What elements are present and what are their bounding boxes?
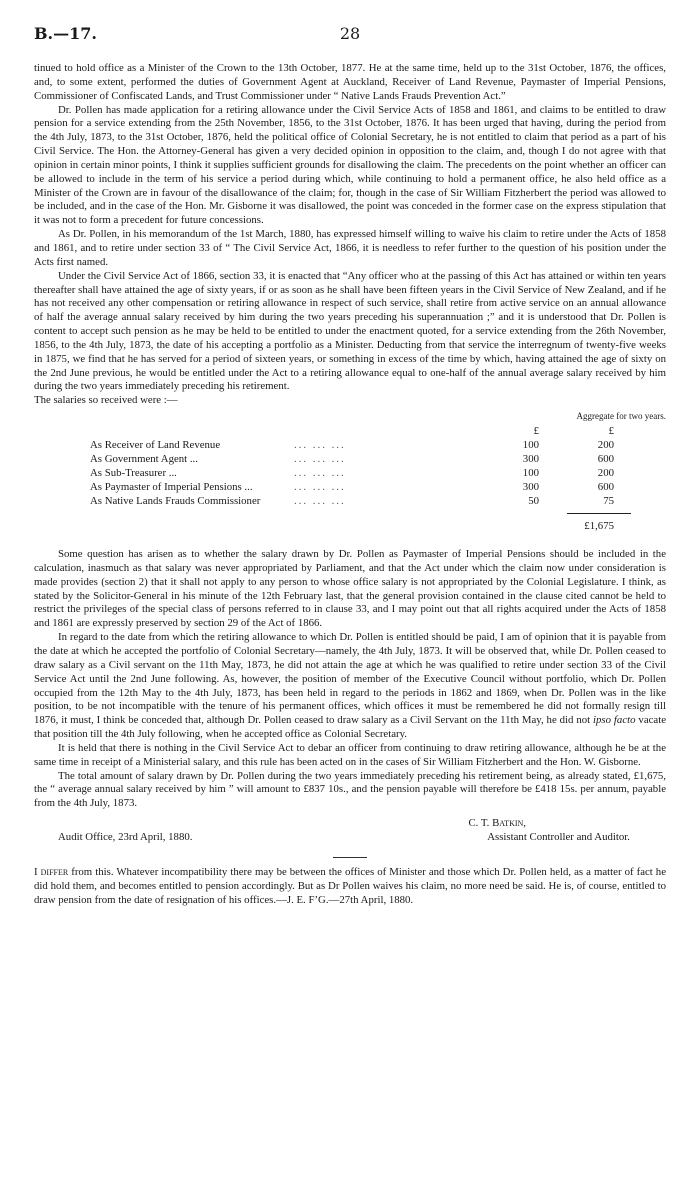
salaries-total: £1,675	[584, 520, 614, 533]
row-annual: 50	[528, 495, 539, 508]
row-annual: 300	[522, 453, 539, 466]
aggregate-currency-header: £	[608, 425, 614, 438]
table-row	[34, 495, 666, 509]
row-label: As Sub-Treasurer ...	[90, 467, 177, 480]
dissent-text: from this. Whatever incompatibility there may be between the offices of Minister and those which Dr. Pollen held, as a matter of fact he did hold them, and becomes entitled to pension accordingly. But as Dr Pollen waives his claim, no more need be said. He is, of course, entitled to draw pension from the date of resignation of his offices.—J. E. F’G.—27th April, 1880.	[34, 866, 666, 906]
paper-reference: B.—17.	[34, 24, 97, 43]
row-annual: 300	[522, 481, 539, 494]
paragraph-application: Dr. Pollen has made application for a retiring allowance under the Civil Service Acts of 1858 and 1861, and claims to be entitled to draw pension for a service extending from the 25th November, 1856, to the 31st October, 1876. It has been urged that having, during the period from the 4th July, 1873, to the 31st October, 1876, held the political office of Colonial Secretary, he is not entitled to claim that period as a part of his Civil Service. The Hon. the Attorney-General has given a very decided opinion in opposition to the claim, and, though I do not agree with that opinion in certain minor points, I think it supplies sufficient grounds for disallowing the claim. The precedents on the point whether an officer can be allowed to include in the term of his service a period during which, while continuing to hold a permanent office, he also held office as a Minister of the Crown are in favour of the disallowance of the claim; for, though in the case of Sir William Fitzherbert the period was allowed to be included, and in the case of the Hon. Mr. Gisborne it was disallowed, the point was conceded in the former case on the express stipulation that it was not to form a precedent for future concessions.	[34, 103, 666, 227]
row-aggregate: 200	[597, 439, 614, 452]
table-row	[34, 453, 666, 467]
salaries-intro: The salaries so received were :—	[34, 394, 178, 407]
row-aggregate: 200	[597, 467, 614, 480]
page-number: 28	[339, 24, 361, 43]
row-annual: 100	[522, 439, 539, 452]
paragraph-text: vacate that position till the 4th July following, when he accepted office as Colonial Secretary.	[34, 714, 666, 741]
row-aggregate: 600	[597, 481, 614, 494]
row-leader-dots: ... ... ...	[294, 481, 346, 494]
row-leader-dots: ... ... ...	[294, 495, 346, 508]
row-aggregate: 600	[597, 453, 614, 466]
row-label: As Receiver of Land Revenue	[90, 439, 221, 452]
row-aggregate: 75	[603, 495, 614, 508]
paragraph-memorandum: As Dr. Pollen, in his memorandum of the 1st March, 1880, has expressed himself willing to waive his claim to retire under the Acts of 1858 and 1861, and to retire under section 33 of “ The Civil Service Act, 1866, it is needless to refer further to the question of his position under the Acts first named.	[34, 228, 666, 268]
signatory-title: Assistant Controller and Auditor.	[487, 831, 630, 844]
row-leader-dots: ... ... ...	[294, 453, 346, 466]
dissent-lead: I differ	[34, 866, 69, 879]
paragraph-text: In regard to the date from which the retiring allowance to which Dr. Pollen is entitled should be paid, I am of opinion that it is payable from the date at which he accepted the portfolio of Colonial Secretary—namely, the 4th July, 1873. It will be observed that, while Dr. Pollen ceased to draw salary as a Civil servant on the 11th May, 1873, he did not attain the age at which he was qualified to retire under section 33 of the Civil Service Act until the 2nd June following. As, however, the position of member of the Executive Council without portfolio, which Dr. Pollen occupied from the 12th May to the 4th July, 1873, has been held in regard to the periods in 1862 and 1869, when Dr. Pollen was in the like position, to be not incompatible with the tenure of his permanent offices, which offices it must be remembered he did not formally resign till 1876, it must, I think be conceded that, although Dr. Pollen ceased to draw salary as a Civil Servant on the 11th May, he did not	[34, 631, 666, 727]
paragraph-continued: tinued to hold office as a Minister of the Crown to the 13th October, 1877. He at the same time, held up to the 31st October, 1876, the offices, and, to some extent, performed the duties of Government Agent at Auckland, Receiver of Land Revenue, Paymaster of Imperial Pensions, Commissioner of Confiscated Lands, and Trust Commissioner under “ Native Lands Frauds Prevention Act.”	[34, 62, 666, 102]
paragraph-imperial-pensions: Some question has arisen as to whether the salary drawn by Dr. Pollen as Paymaster of Imperial Pensions should be included in the calculation, inasmuch as that salary was never appropriated by Parliament, and that the Act under which the claim now under consideration is made provides (section 2) that it shall not apply to any person to whose office salary is not appropriated by the Colonial Legislature. I think, as stated by the Solicitor-General in his minute of the 12th February last, that the general provision contained in the clause cited cannot be held to restrict the privileges of the special class of persons referred to in clause 33, and I may point out that all rights acquired under the Acts of 1858 and 1861 are expressly preserved by section 29 of the Act of 1866.	[34, 548, 666, 630]
table-row	[34, 439, 666, 453]
table-row	[34, 467, 666, 481]
row-label: As Paymaster of Imperial Pensions ...	[90, 481, 253, 494]
row-label: As Government Agent ...	[90, 453, 198, 466]
signature-place-date: Audit Office, 23rd April, 1880.	[58, 831, 193, 844]
signatory-surname: Batkin,	[492, 817, 526, 830]
signatory-initials: C. T.	[468, 817, 490, 830]
salaries-table	[34, 410, 666, 548]
annual-currency-header: £	[533, 425, 539, 438]
table-row	[34, 481, 666, 495]
row-label: As Native Lands Frauds Commissioner	[90, 495, 261, 508]
paragraph-section-33: Under the Civil Service Act of 1866, section 33, it is enacted that “Any officer who at the passing of this Act has attained or within ten years thereafter shall have attained the age of sixty years, if or as soon as he shall have been fifteen years in the Civil Service of New Zealand, and if he has not received any other compensation or retiring allowance in respect of such service, shall retire from active service on an annual allowance of half the average annual salary received by him during the two years preceding his superannuation ;” and it is understood that Dr. Pollen is content to accept such pension as he may be held to be entitled to under the enactment quoted, for a service extending from the 26th November, 1856, to the 4th July, 1873, the date of his accepting a portfolio as a Minister. Deducting from that service the interregnum of twenty-five weeks in 1875, we find that he has served for a period of sixteen years, or something in excess of the time by which, having attained the age of sixty on the 2nd June previous, he would be entitled under the Act to a retiring allowance equal to one-half of the annual average salary received by him during the two years immediately preceding his retirement.	[34, 269, 666, 393]
row-annual: 100	[522, 467, 539, 480]
dissent-note	[34, 866, 666, 908]
signatory-name	[468, 817, 526, 831]
page-header	[34, 24, 666, 46]
document-body	[34, 62, 666, 908]
row-leader-dots: ... ... ...	[294, 467, 346, 480]
signature-block	[34, 817, 666, 847]
total-rule	[567, 513, 631, 514]
italic-phrase: ipso facto	[593, 714, 636, 727]
paragraph-ministerial-salary: It is held that there is nothing in the Civil Service Act to debar an officer from continuing to draw retiring allowance, although he be at the same time in receipt of a Ministerial salary, and this rule has been acted on in the cases of Sir William Fitzherbert and the Hon. W. Gisborne.	[34, 741, 666, 768]
section-divider	[333, 857, 367, 858]
paragraph-total-amount: The total amount of salary drawn by Dr. Pollen during the two years immediately preceding his retirement being, as already stated, £1,675, the “ average annual salary received by him ” will amount to £837 10s., and the pension payable will therefore be £418 15s. per annum, payable from the 4th July, 1873.	[34, 769, 666, 810]
paragraph-date-of-allowance	[34, 631, 666, 742]
aggregate-column-header: Aggregate for two years.	[576, 411, 666, 422]
row-leader-dots: ... ... ...	[294, 439, 346, 452]
